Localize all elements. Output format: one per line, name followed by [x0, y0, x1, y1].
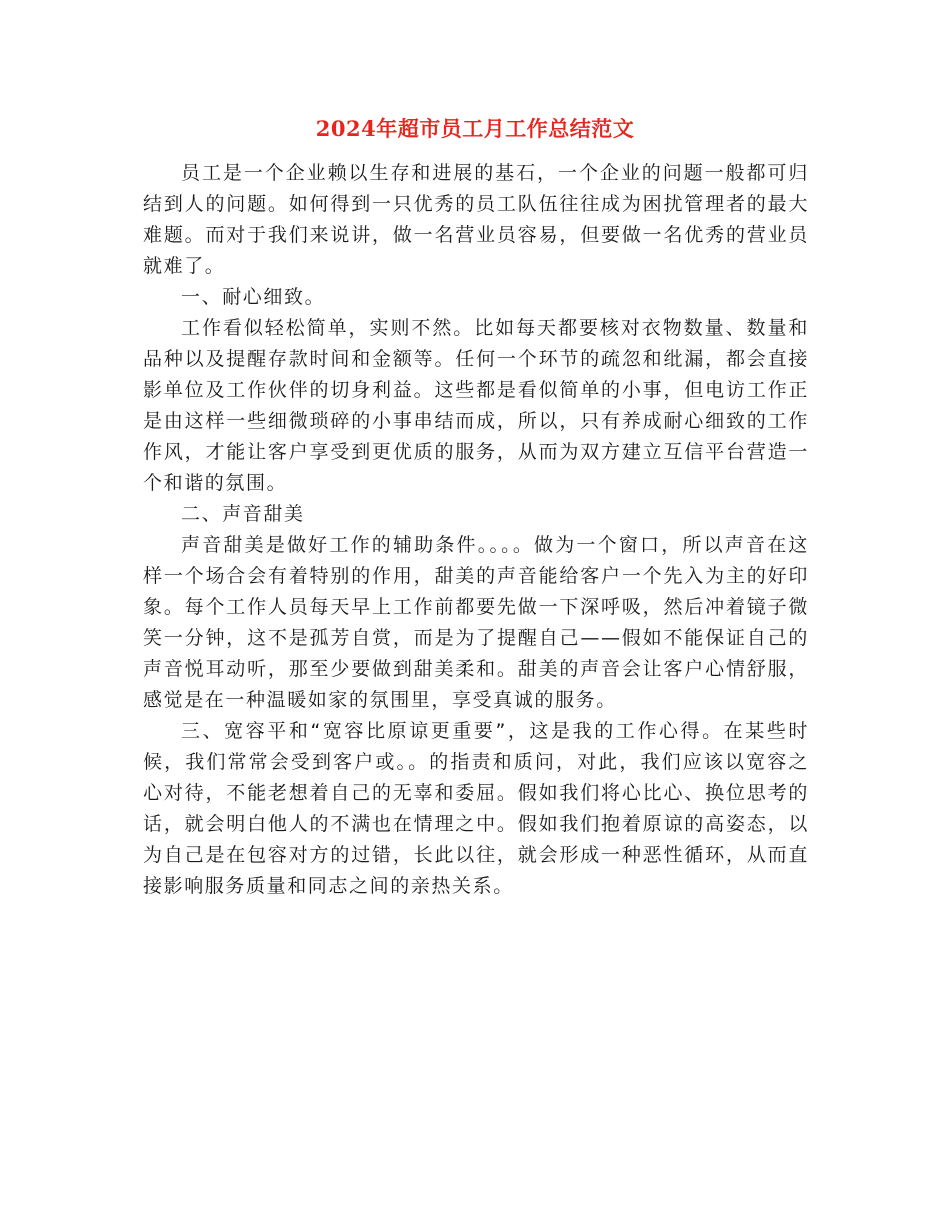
section-heading-voice: 二、声音甜美: [181, 503, 305, 525]
paragraph-tolerance: 三、宽容平和“宽容比原谅更重要”，这是我的工作心得。在某些时候，我们常常会受到客户或。。的指责和质问，对此，我们应该以宽容之心对待，不能老想着自己的无辜和委屈。假如我们将心比心、换位思考的话，就会明白他人的不满也在情理之中。假如我们抱着原谅的高姿态，以为自己是在包容对方的过错，长此以往，就会形成一种恶性循环，从而直接影响服务质量和同志之间的亲热关系。: [143, 720, 809, 897]
paragraph-intro: 员工是一个企业赖以生存和进展的基石，一个企业的问题一般都可归结到人的问题。如何得到一只优秀的员工队伍往往成为困扰管理者的最大难题。而对于我们来说讲，做一名营业员容易，但要做一名优秀的营业员就难了。: [143, 162, 809, 277]
paragraph-patience: 工作看似轻松简单，实则不然。比如每天都要核对衣物数量、数量和品种以及提醒存款时间和金额等。任何一个环节的疏忽和纰漏，都会直接影单位及工作伙伴的切身利益。这些都是看似简单的小事，但电访工作正是由这样一些细微琐碎的小事串结而成，所以，只有养成耐心细致的工作作风，才能让客户享受到更优质的服务，从而为双方建立互信平台营造一个和谐的氛围。: [143, 317, 809, 494]
section-heading-patience: 一、耐心细致。: [181, 286, 326, 308]
document-body: [143, 158, 809, 902]
document-title: 2024年超市员工月工作总结范文: [315, 116, 635, 141]
paragraph-voice: 声音甜美是做好工作的辅助条件。。。。做为一个窗口，所以声音在这样一个场合会有着特别的作用，甜美的声音能给客户一个先入为主的好印象。每个工作人员每天早上工作前都要先做一下深呼吸，然后冲着镜子微笑一分钟，这不是孤芳自赏，而是为了提醒自己——假如不能保证自己的声音悦耳动听，那至少要做到甜美柔和。甜美的声音会让客户心情舒服，感觉是在一种温暖如家的氛围里，享受真诚的服务。: [143, 534, 809, 711]
